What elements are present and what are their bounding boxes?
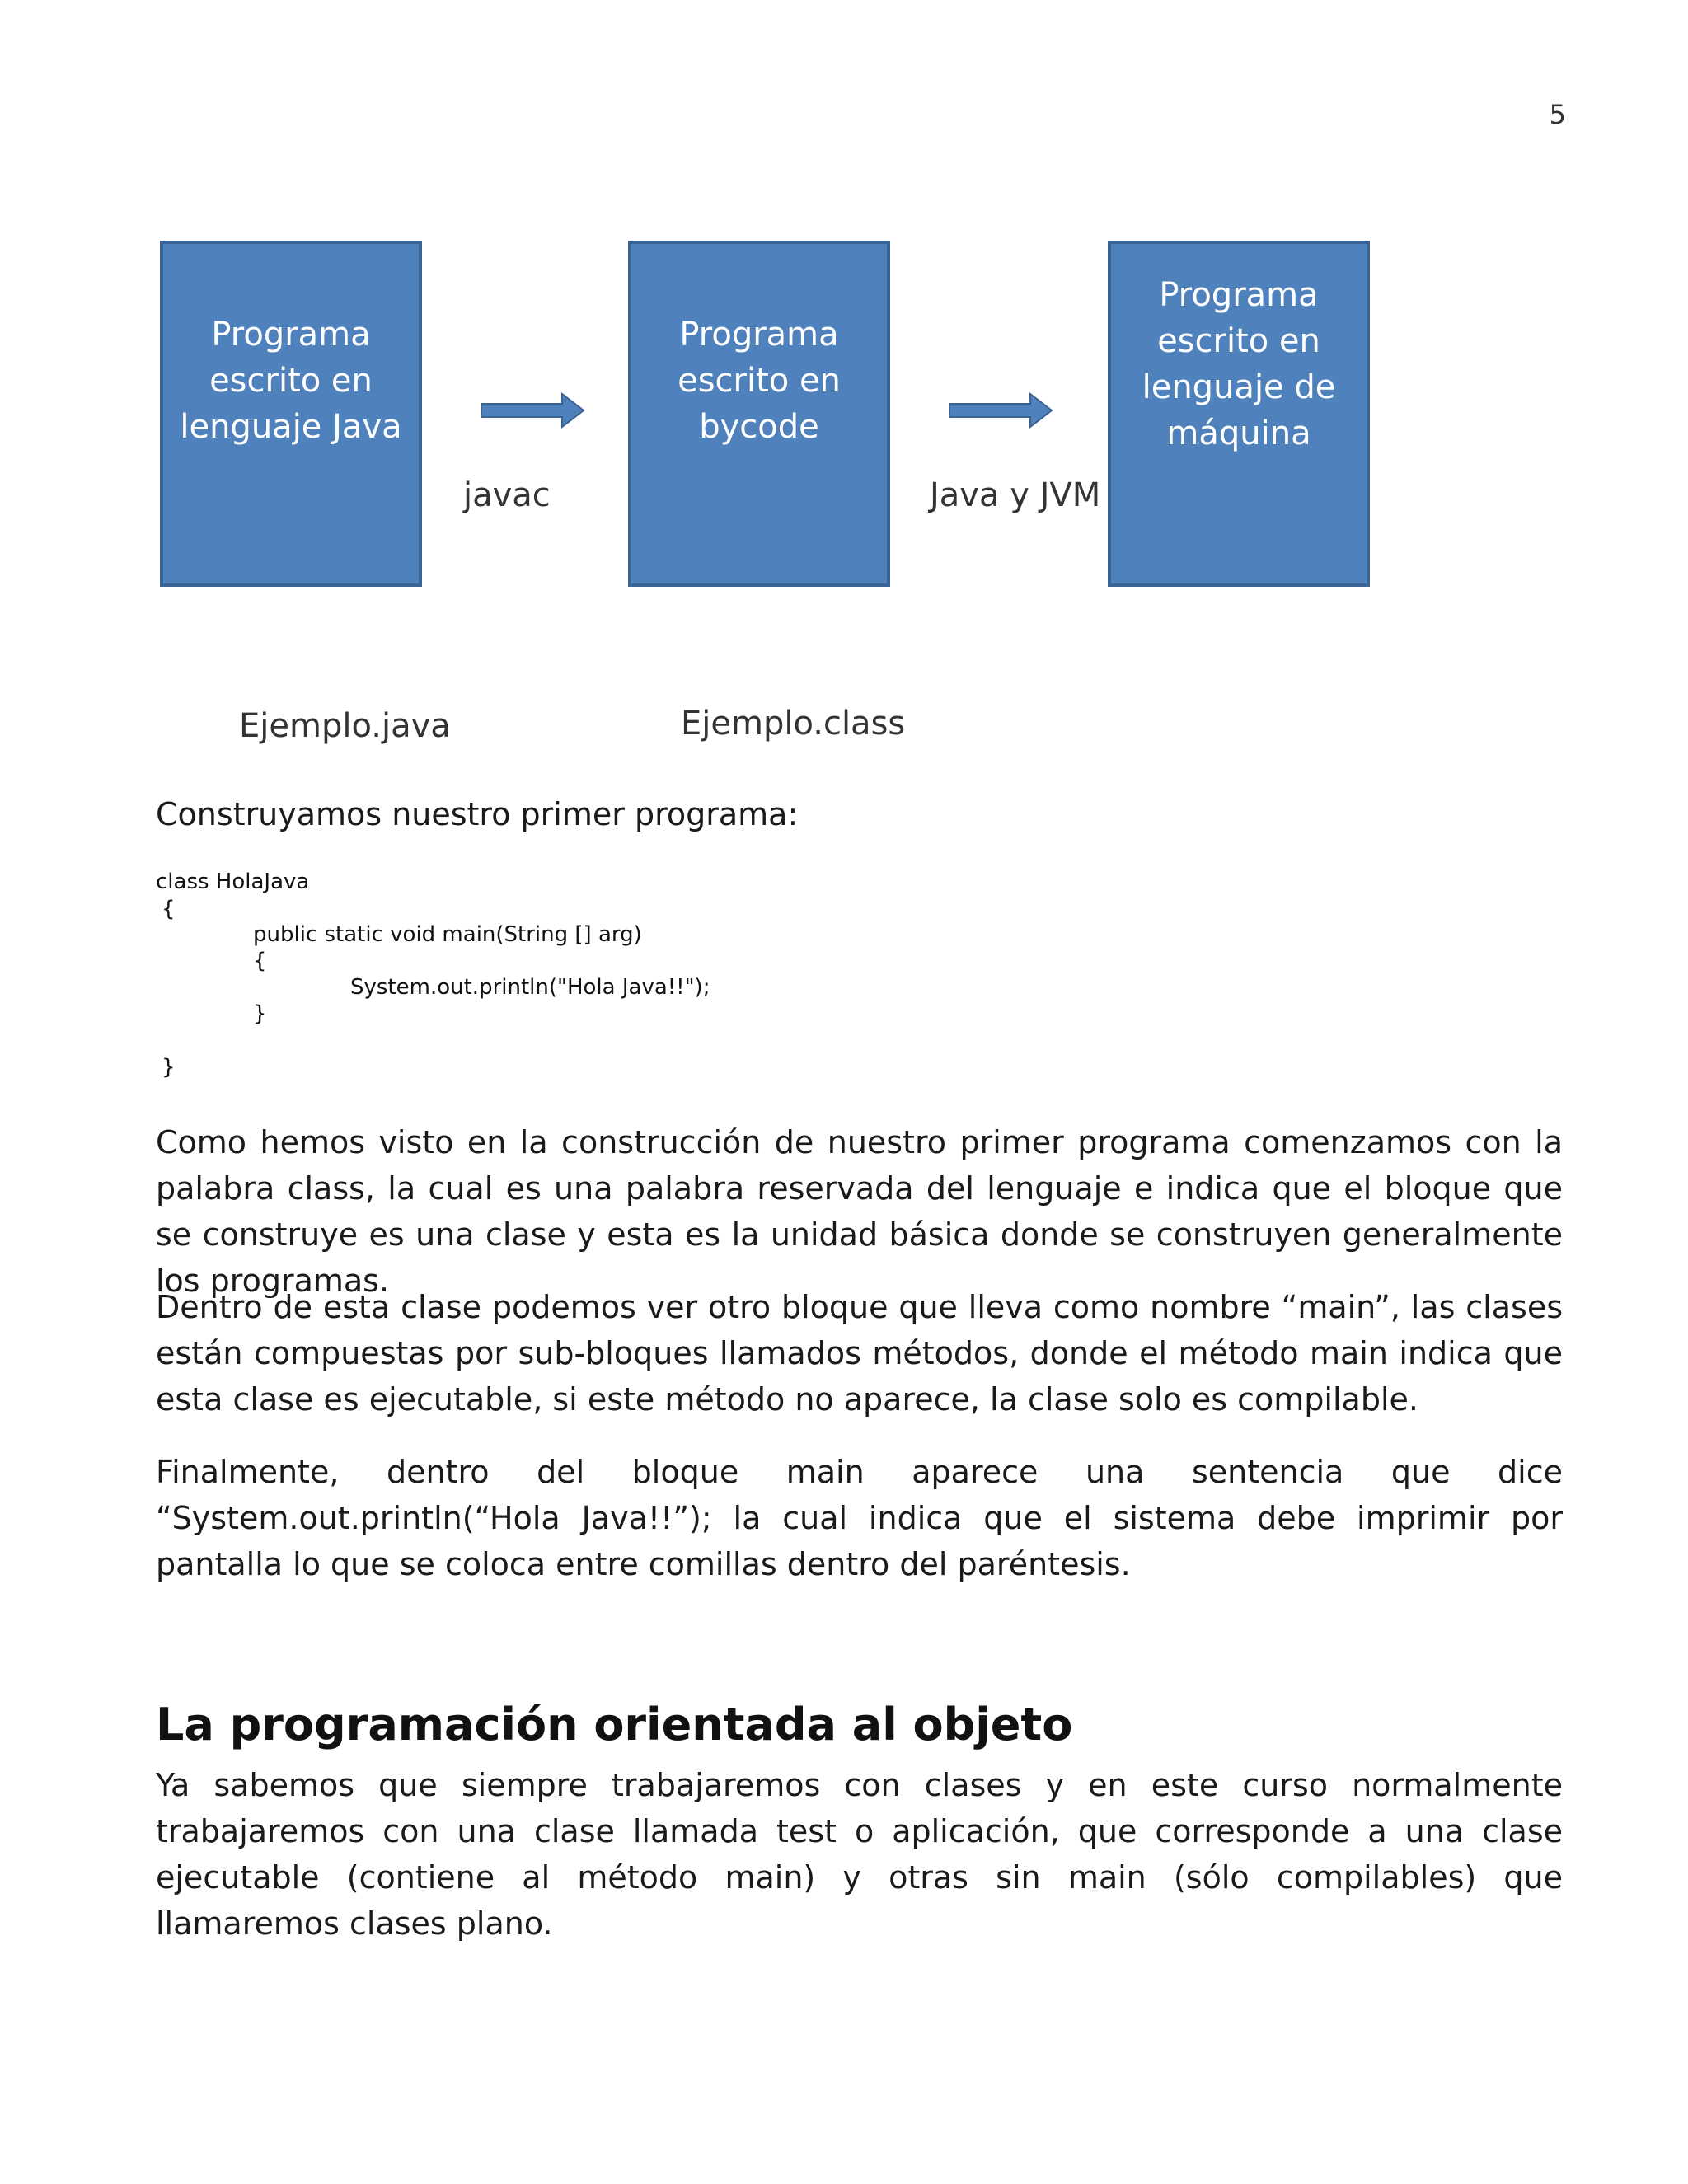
page-number: 5 (1549, 99, 1566, 130)
code-line: } (253, 1001, 267, 1026)
section-heading: La programación orientada al objeto (156, 1699, 1073, 1750)
machine-code-box (1108, 241, 1370, 587)
arrow-right-icon (481, 392, 585, 429)
code-line: { (162, 897, 176, 921)
machine-code-box-label: Programa escrito en lenguaje de máquina (1142, 276, 1336, 452)
java-source-box-label: Programa escrito en lenguaje Java (180, 316, 402, 446)
paragraph: Como hemos visto en la construcción de nuestro primer programa comenzamos con la palabra class, la cual es una palabra reservada del lenguaje e indica que el bloque que se construye es una clase y esta es la unidad básica donde se construyen generalmente los programas. (156, 1124, 1563, 1299)
code-line: { (253, 949, 267, 973)
code-line: System.out.println("Hola Java!!"); (350, 975, 710, 1000)
bytecode-box (628, 241, 890, 587)
java-jvm-label: Java y JVM (930, 476, 1101, 514)
section-paragraph: Ya sabemos que siempre trabajaremos con clases y en este curso normalmente trabajaremos con una clase llamada test o aplicación, que corresponde a una clase ejecutable (contiene al método main) y otras sin main (sólo compilables) que llamaremos clases plano. (156, 1767, 1563, 1942)
code-line: } (162, 1055, 176, 1080)
paragraph: Finalmente, dentro del bloque main aparece una sentencia que dice “System.out.println(“Hola Java!!”); la cual indica que el sistema debe imprimir por pantalla lo que se coloca entre comillas dentro del paréntesis. (156, 1454, 1563, 1582)
arrow-right-icon (950, 392, 1053, 429)
paragraph: Dentro de esta clase podemos ver otro bloque que lleva como nombre “main”, las clases están compuestas por sub-bloques llamados métodos, donde el método main indica que esta clase es ejecutable, si este método no aparece, la clase solo es compilable. (156, 1289, 1563, 1418)
java-file-label: Ejemplo.java (239, 707, 451, 745)
java-source-box (160, 241, 422, 587)
class-file-label: Ejemplo.class (681, 705, 906, 743)
intro-text: Construyamos nuestro primer programa: (156, 796, 799, 832)
code-line: class HolaJava (156, 869, 310, 894)
code-line: public static void main(String [] arg) (253, 922, 642, 947)
javac-label: javac (463, 476, 551, 514)
bytecode-box-label: Programa escrito en bycode (678, 316, 841, 446)
